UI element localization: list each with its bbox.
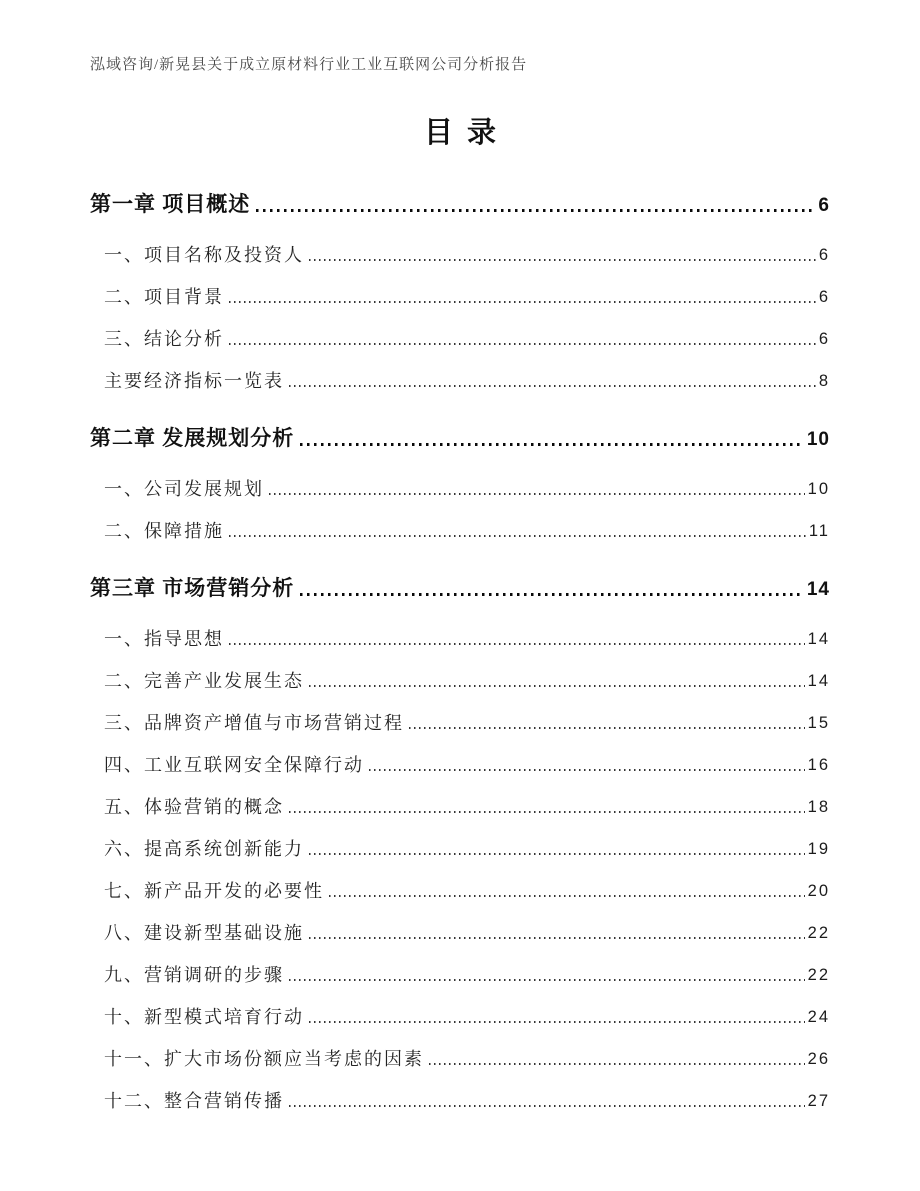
toc-page-number: 6 (818, 195, 830, 216)
dotted-leader (300, 443, 804, 446)
toc-page-number: 10 (807, 480, 830, 498)
toc-title: 目录 (423, 117, 510, 149)
dotted-leader (289, 811, 805, 813)
header-text: 泓域咨询/新晃县关于成立原材料行业工业互联网公司分析报告 (90, 57, 528, 73)
toc-page-number: 26 (807, 1050, 830, 1068)
toc-page-number: 19 (807, 840, 830, 858)
toc-entry-item[interactable] (90, 328, 830, 350)
toc-page-number: 27 (807, 1092, 830, 1110)
dotted-leader (309, 853, 805, 855)
dotted-leader (229, 643, 805, 645)
toc-entry-label: 十一、扩大市场份额应当考虑的因素 (104, 1049, 424, 1069)
toc-page-number: 14 (807, 672, 830, 690)
toc-entry-label: 一、指导思想 (104, 629, 224, 649)
toc-entry-item[interactable] (90, 712, 830, 734)
toc-entry-label: 四、工业互联网安全保障行动 (104, 755, 364, 775)
toc-entry-label: 九、营销调研的步骤 (104, 965, 284, 985)
toc-entry-label: 三、品牌资产增值与市场营销过程 (104, 713, 404, 733)
toc-entry-chapter[interactable] (90, 190, 830, 218)
toc-page-number: 24 (807, 1008, 830, 1026)
toc-page-number: 6 (818, 288, 830, 306)
toc-page-number: 8 (818, 372, 830, 390)
toc-page-number: 11 (808, 522, 830, 540)
toc-entry-label: 十二、整合营销传播 (104, 1091, 284, 1111)
page-header (90, 53, 527, 74)
toc-page-number: 22 (807, 924, 830, 942)
toc-entry-item[interactable] (90, 520, 830, 542)
toc-entry-item[interactable] (90, 370, 830, 392)
toc-entry-item[interactable] (90, 286, 830, 308)
toc-entry-label: 三、结论分析 (104, 329, 224, 349)
toc-entry-item[interactable] (90, 244, 830, 266)
toc-entry-chapter[interactable] (90, 424, 830, 452)
toc-page-number: 22 (807, 966, 830, 984)
toc-page-number: 16 (807, 756, 830, 774)
toc-page-number: 20 (807, 882, 830, 900)
toc-page-number: 6 (818, 330, 830, 348)
toc-entry-item[interactable] (90, 1048, 830, 1070)
toc-entry-chapter[interactable] (90, 574, 830, 602)
toc-entry-label: 五、体验营销的概念 (104, 797, 284, 817)
dotted-leader (289, 1105, 805, 1107)
dotted-leader (300, 593, 804, 596)
toc-entry-label: 二、完善产业发展生态 (104, 671, 304, 691)
toc-page-number: 15 (807, 714, 830, 732)
toc-entry-label: 十、新型模式培育行动 (104, 1007, 304, 1027)
toc-entry-label: 主要经济指标一览表 (104, 371, 284, 391)
toc-entry-item[interactable] (90, 796, 830, 818)
dotted-leader (429, 1063, 805, 1065)
toc-page-number: 14 (807, 630, 830, 648)
dotted-leader (309, 937, 805, 939)
toc-page-number: 10 (806, 429, 830, 450)
dotted-leader (289, 979, 805, 981)
dotted-leader (309, 1021, 805, 1023)
toc-entry-label: 一、公司发展规划 (104, 479, 264, 499)
toc-entry-item[interactable] (90, 1006, 830, 1028)
toc-entry-item[interactable] (90, 1090, 830, 1112)
toc-page-number: 6 (818, 246, 830, 264)
toc-entry-item[interactable] (90, 478, 830, 500)
dotted-leader (369, 769, 805, 771)
toc-entry-label: 一、项目名称及投资人 (104, 245, 304, 265)
toc-entry-label: 第三章 市场营销分析 (90, 576, 295, 600)
dotted-leader (229, 301, 816, 303)
toc-entry-item[interactable] (90, 964, 830, 986)
dotted-leader (229, 343, 816, 345)
toc-entry-label: 八、建设新型基础设施 (104, 923, 304, 943)
dotted-leader (256, 209, 815, 212)
toc-entry-label: 六、提高系统创新能力 (104, 839, 304, 859)
toc-entry-label: 七、新产品开发的必要性 (104, 881, 324, 901)
toc-entry-item[interactable] (90, 754, 830, 776)
dotted-leader (229, 535, 806, 537)
toc-entry-item[interactable] (90, 880, 830, 902)
dotted-leader (309, 259, 816, 261)
dotted-leader (289, 385, 816, 387)
toc-entry-item[interactable] (90, 670, 830, 692)
toc-list (90, 190, 830, 1132)
dotted-leader (409, 727, 805, 729)
toc-entry-item[interactable] (90, 628, 830, 650)
toc-entry-item[interactable] (90, 922, 830, 944)
toc-page-number: 14 (806, 579, 830, 600)
toc-page-number: 18 (807, 798, 830, 816)
toc-entry-item[interactable] (90, 838, 830, 860)
dotted-leader (309, 685, 805, 687)
toc-entry-label: 二、项目背景 (104, 287, 224, 307)
toc-entry-label: 二、保障措施 (104, 521, 224, 541)
dotted-leader (329, 895, 805, 897)
toc-entry-label: 第二章 发展规划分析 (90, 426, 295, 450)
dotted-leader (269, 493, 805, 495)
toc-entry-label: 第一章 项目概述 (90, 192, 251, 216)
